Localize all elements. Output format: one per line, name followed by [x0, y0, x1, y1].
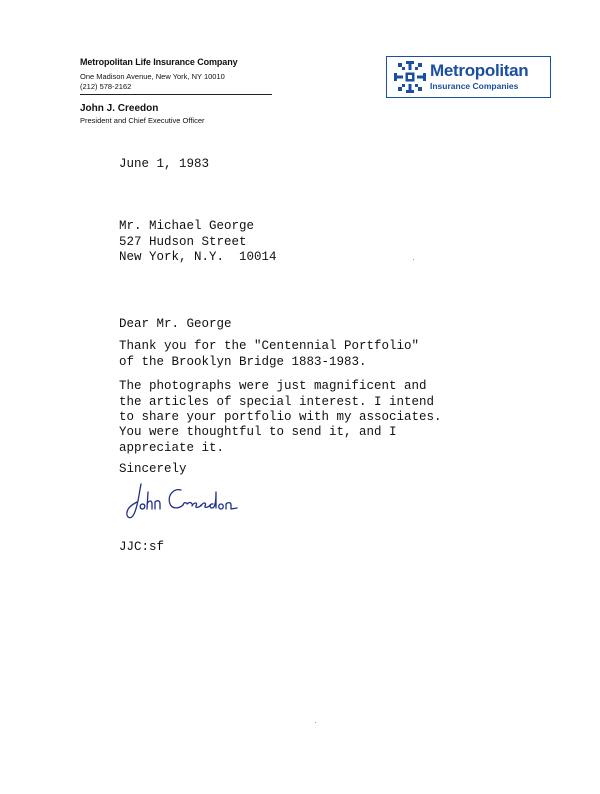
company-name: Metropolitan Life Insurance Company — [80, 57, 238, 67]
metropolitan-logo-mark-icon — [394, 61, 426, 93]
letter-date: June 1, 1983 — [119, 157, 210, 171]
recipient-city: New York, N.Y. 10014 — [119, 250, 277, 264]
metropolitan-logo — [386, 56, 551, 98]
recipient-name: Mr. Michael George — [119, 219, 255, 233]
executive-name: John J. Creedon — [80, 103, 159, 114]
paragraph-line: Thank you for the "Centennial Portfolio" — [119, 339, 420, 353]
paper-speck — [413, 259, 414, 260]
paragraph — [119, 425, 397, 456]
recipient-address — [119, 219, 277, 266]
phone-line: (212) 578-2162 — [80, 82, 132, 91]
logo-subtitle: Insurance Companies — [430, 81, 519, 91]
paragraph-line: appreciate it. — [119, 440, 225, 455]
typist-initials: JJC:sf — [119, 540, 165, 554]
recipient-street: 527 Hudson Street — [119, 234, 247, 249]
paragraph-line: to share your portfolio with my associates. — [119, 410, 442, 424]
handwritten-signature — [123, 478, 243, 526]
paragraph — [119, 379, 442, 426]
paper-speck — [315, 722, 316, 723]
salutation: Dear Mr. George — [119, 317, 232, 331]
paragraph — [119, 339, 419, 370]
paragraph-line: The photographs were just magnificent and — [119, 379, 427, 393]
closing: Sincerely — [119, 462, 187, 476]
paragraph-line: You were thoughtful to send it, and I — [119, 425, 397, 439]
address-line: One Madison Avenue, New York, NY 10010 — [80, 72, 225, 81]
letterhead-divider — [80, 94, 272, 95]
company-address — [80, 72, 225, 92]
executive-title: President and Chief Executive Officer — [80, 116, 205, 125]
paragraph-line: the articles of special interest. I intend — [119, 394, 435, 409]
paragraph-line: of the Brooklyn Bridge 1883-1983. — [119, 354, 367, 369]
logo-wordmark: Metropolitan — [430, 61, 529, 80]
